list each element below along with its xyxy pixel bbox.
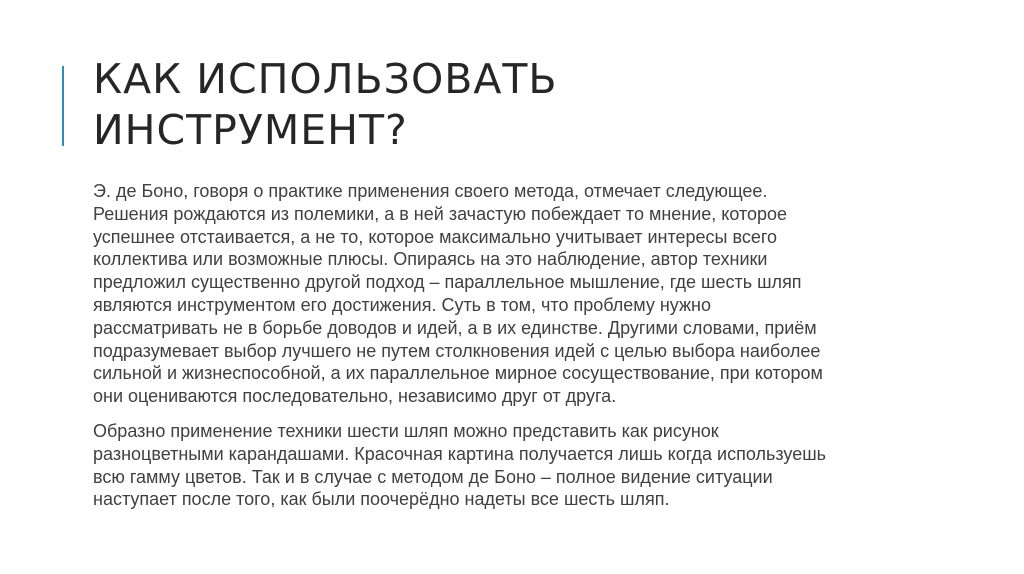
text-line: являются инструментом его достижения. Суть в том, что проблему нужно [93,294,711,315]
text-line: Э. де Боно, говоря о практике применения своего метода, отмечает следующее. [93,181,768,201]
text-line: коллектива или возможные плюсы. Опираясь на это наблюдение, автор техники [93,249,768,270]
slide-title-line: ИНСТРУМЕНТ? [93,106,408,154]
text-line: подразумевает выбор лучшего не путем столкновения идей с целью выбора наиболее [93,340,821,361]
text-line: всю гамму цветов. Так и в случае с методом де Боно – полное видение ситуации [93,466,773,487]
text-line: разноцветными карандашами. Красочная картина получается лишь когда используешь [93,443,827,464]
slide-title-line: КАК ИСПОЛЬЗОВАТЬ [93,55,558,103]
body-paragraph-1 [93,180,933,408]
text-line: предложил существенно другой подход – параллельное мышление, где шесть шляп [93,272,802,293]
title-accent-bar [62,66,64,146]
text-line: успешнее отстаивается, а не то, которое максимально учитывает интересы всего [93,226,778,247]
slide-body [93,180,933,511]
text-line: наступает после того, как были поочерёдно надеты все шесть шляп. [93,489,670,510]
body-paragraph-2 [93,420,933,511]
text-line: сильной и жизнеспособной, а их параллельное мирное сосуществование, при котором [93,363,823,384]
text-line: Образно применение техники шести шляп можно представить как рисунок [93,420,719,441]
text-line: Решения рождаются из полемики, а в ней зачастую побеждает то мнение, которое [93,203,788,224]
text-line: они оцениваются последовательно, независимо друг от друга. [93,386,617,407]
slide-title [93,54,953,156]
text-line: рассматривать не в борьбе доводов и идей, а в их единстве. Другими словами, приём [93,317,817,338]
